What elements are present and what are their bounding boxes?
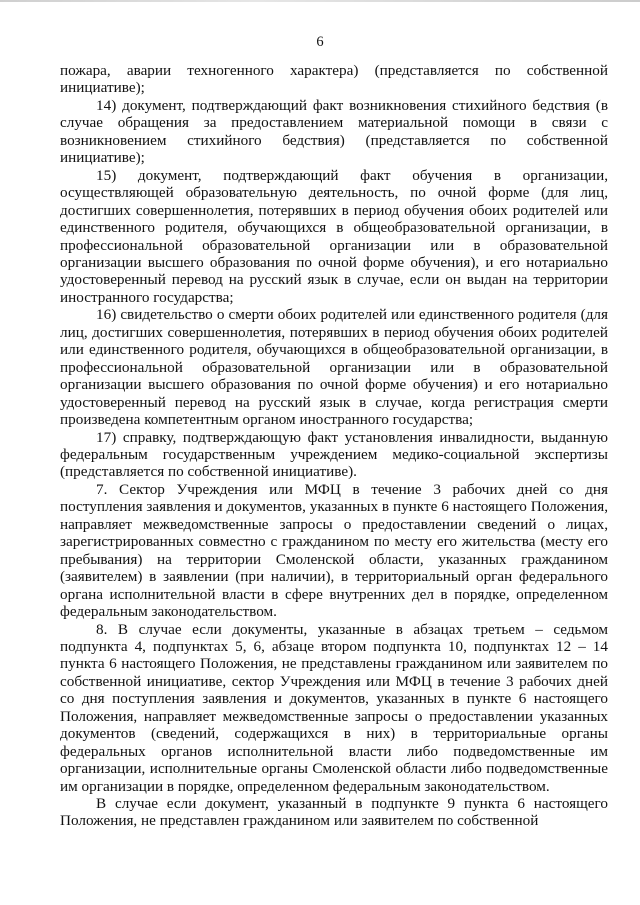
paragraph-item-16: 16) свидетельство о смерти обоих родителей или единственного родителя (для лиц, достигших совершеннолетия, потерявших в период обучения обоих родителей или единственного родителя, обучающихся в общеобразовательной организации, в профессиональной образовательной организации или в образовательной организации высшего образования по очной форме обучения) и его нотариально удостоверенный перевод на русский язык в случае, когда регистрация смерти произведена компетентным органом иностранного государства; <box>60 306 608 429</box>
page-number: 6 <box>316 34 324 50</box>
paragraph-item-17: 17) справку, подтверждающую факт установления инвалидности, выданную федеральным государственным учреждением медико-социальной экспертизы (представляется по собственной инициативе). <box>60 428 608 481</box>
paragraph-clause-8: 8. В случае если документы, указанные в абзацах третьем – седьмом подпункта 4, подпунктах 5, 6, абзаце втором подпункта 10, подпунктах 12 – 14 пункта 6 настоящего Положения, не представлены гражданином или заявителем по собственной инициативе, сектор Учреждения или МФЦ в течение 3 рабочих дней со дня поступления заявления и документов, указанных в пункте 6 настоящего Положения, направляет межведомственные запросы о предоставлении указанных документов (сведений, содержащихся в них) в территориальные органы федеральных органов исполнительной власти либо подведомственные им организации, исполнительные органы Смоленской области либо подведомственные им организации в порядке, определенном федеральным законодательством. <box>60 620 608 795</box>
paragraph-item-15: 15) документ, подтверждающий факт обучения в организации, осуществляющей образовательную деятельность, по очной форме (для лиц, достигших совершеннолетия, потерявших в период обучения обоих родителей или единственного родителя, обучающихся в общеобразовательной организации, в профессиональной образовательной организации или в образовательной организации высшего образования по очной форме обучения), и его нотариально удостоверенный перевод на русский язык в случае, если он выдан на территории иностранного государства; <box>60 166 608 306</box>
scan-edge-line <box>0 0 640 2</box>
document-body <box>60 62 608 830</box>
paragraph-item-14: 14) документ, подтверждающий факт возникновения стихийного бедствия (в случае обращения за предоставлением материальной помощи в связи с возникновением стихийного бедствия) (представляется по собственной инициативе); <box>60 96 608 167</box>
paragraph-clause-7: 7. Сектор Учреждения или МФЦ в течение 3 рабочих дней со дня поступления заявления и документов, указанных в пункте 6 настоящего Положения, направляет межведомственные запросы о предоставлении сведений о лицах, зарегистрированных совместно с гражданином по месту его жительства (месту его пребывания) на территории Смоленской области, указанных гражданином (заявителем) в заявлении (при наличии), в территориальный орган федерального органа исполнительной власти в сфере внутренних дел в порядке, определенном федеральным законодательством. <box>60 480 608 621</box>
paragraph-continuation: пожара, аварии техногенного характера) (представляется по собственной инициативе); <box>60 62 608 97</box>
paragraph-clause-8-continued: В случае если документ, указанный в подпункте 9 пункта 6 настоящего Положения, не представлен гражданином или заявителем по собственной <box>60 795 608 830</box>
